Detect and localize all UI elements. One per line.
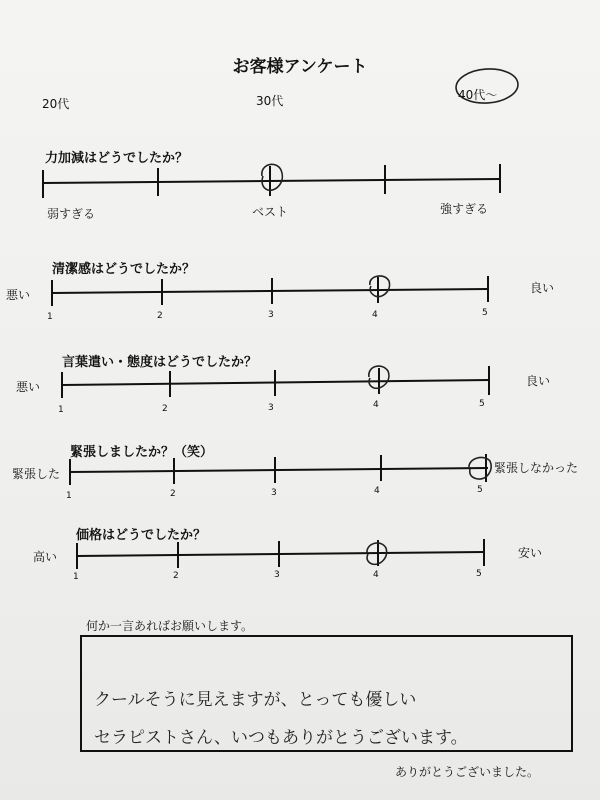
- label-bad: 悪い: [6, 288, 31, 302]
- tick-number: 5: [479, 399, 485, 409]
- scale-nervous: [70, 454, 488, 485]
- question-strength: 力加減はどうでしたか？: [45, 151, 189, 166]
- question-nervous: 緊張しましたか？（笑）: [70, 445, 214, 460]
- label-bad: 悪い: [16, 380, 41, 394]
- label-not-nervous: 緊張しなかった: [494, 461, 579, 475]
- label-too-weak: 弱すぎる: [47, 207, 96, 221]
- comment-prompt: 何か一言あればお願いします。: [86, 619, 254, 633]
- tick-number: 4: [373, 400, 379, 410]
- tick-number: 4: [373, 570, 379, 580]
- tick-number: 5: [482, 308, 488, 318]
- tick-number: 4: [372, 310, 378, 320]
- tick-number: 2: [162, 404, 168, 414]
- label-nervous: 緊張した: [12, 467, 61, 481]
- age-option-20s: 20代: [42, 97, 70, 111]
- tick-number: 2: [173, 571, 179, 581]
- tick-number: 3: [268, 403, 274, 413]
- label-too-strong: 強すぎる: [440, 202, 489, 216]
- cleanliness-selected-circle: [370, 276, 390, 297]
- tick-number: 4: [374, 486, 380, 496]
- closing-text: ありがとうございました。: [395, 765, 540, 779]
- question-cleanliness: 清潔感はどうでしたか？: [52, 262, 196, 277]
- strength-selected-circle: [262, 164, 283, 190]
- tick-number: 1: [73, 572, 79, 582]
- tick-number: 5: [476, 569, 482, 579]
- label-best: ベスト: [252, 205, 289, 219]
- label-good: 良い: [530, 281, 555, 295]
- tick-number: 5: [477, 485, 483, 495]
- label-good: 良い: [526, 374, 551, 388]
- question-price: 価格はどうでしたか？: [76, 528, 207, 543]
- scale-manners: [62, 366, 489, 398]
- comment-line-2: セラピストさん、いつもありがとうございます。: [94, 728, 468, 748]
- tick-number: 3: [268, 310, 274, 320]
- tick-number: 2: [157, 311, 163, 321]
- tick-number: 1: [47, 312, 53, 322]
- comment-line-1: クールそうに見えますが、とっても優しい: [94, 690, 417, 710]
- tick-number: 1: [58, 405, 64, 415]
- survey-title: お客様アンケート: [232, 57, 368, 77]
- scale-strength: [43, 164, 500, 198]
- tick-number: 3: [271, 488, 277, 498]
- scale-price: [77, 539, 484, 569]
- age-option-30s: 30代: [256, 94, 284, 108]
- tick-number: 1: [66, 491, 72, 501]
- age-option-40s: 40代〜: [458, 88, 498, 102]
- question-manners: 言葉遣い・態度はどうでしたか？: [62, 355, 258, 370]
- tick-number: 2: [170, 489, 176, 499]
- label-cheap: 安い: [518, 546, 543, 560]
- age-selected-circle: [455, 67, 519, 105]
- label-expensive: 高い: [33, 550, 58, 564]
- comment-box: [80, 635, 573, 752]
- tick-number: 3: [274, 570, 280, 580]
- scale-cleanliness: [52, 276, 488, 306]
